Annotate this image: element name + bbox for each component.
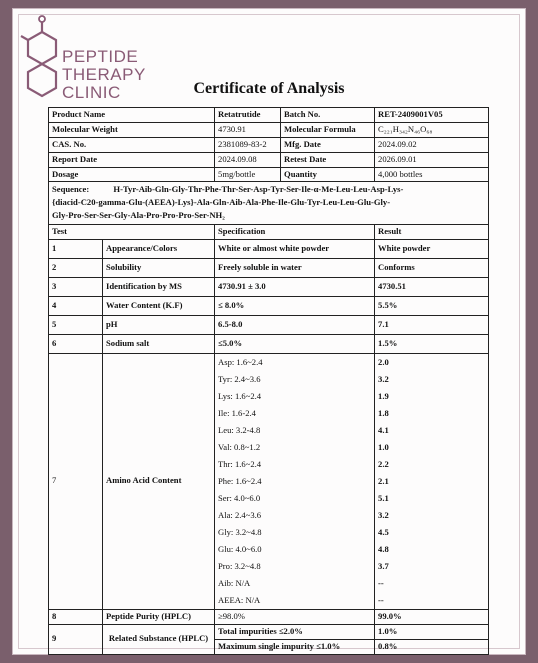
- table-row: [49, 277, 489, 296]
- test-result: 0.8%: [375, 639, 489, 654]
- table-row: [49, 334, 489, 353]
- amino-spec: Val: 0.8~1.2: [218, 441, 261, 452]
- amino-result: 1.8: [378, 407, 389, 418]
- test-no: 6: [49, 334, 103, 353]
- retest-date-label: Retest Date: [281, 152, 375, 167]
- amino-spec: Pro: 3.2~4.8: [218, 560, 261, 571]
- amino-spec: Gly: 3.2~4.8: [218, 526, 262, 537]
- product-name-value: Retatrutide: [215, 108, 281, 123]
- amino-result: --: [378, 577, 384, 588]
- test-no: 8: [49, 609, 103, 624]
- amino-result: 4.5: [378, 526, 389, 537]
- test-no: 5: [49, 315, 103, 334]
- test-result: 7.1: [375, 315, 489, 334]
- mfg-label: Mfg. Date: [281, 137, 375, 152]
- test-no: 2: [49, 258, 103, 277]
- test-name: Sodium salt: [103, 334, 215, 353]
- sequence-line-3: Gly-Pro-Ser-Ser-Gly-Ala-Pro-Pro-Pro-Ser-NH₂: [52, 210, 225, 221]
- amino-result-list: [375, 353, 489, 609]
- test-result: 99.0%: [375, 609, 489, 624]
- mw-label: Molecular Weight: [49, 122, 215, 137]
- amino-spec: Thr: 1.6~2.4: [218, 458, 262, 469]
- test-no: 7: [49, 353, 103, 609]
- test-spec: ≥98.0%: [215, 609, 375, 624]
- test-name: Amino Acid Content: [103, 353, 215, 609]
- cas-value: 2381089-83-2: [215, 137, 281, 152]
- test-result: 1.5%: [375, 334, 489, 353]
- sequence-row: [49, 182, 489, 225]
- amino-acid-row: [49, 353, 489, 609]
- test-spec: 4730.91 ± 3.0: [215, 277, 375, 296]
- test-result: 5.5%: [375, 296, 489, 315]
- amino-result: 2.1: [378, 475, 389, 486]
- header-test: Test: [49, 225, 215, 240]
- table-row: [49, 609, 489, 624]
- test-spec: Freely soluble in water: [215, 258, 375, 277]
- amino-result: 3.2: [378, 509, 389, 520]
- amino-spec: Glu: 4.0~6.0: [218, 543, 262, 554]
- amino-result: 1.0: [378, 441, 389, 452]
- mfg-value: 2024.09.02: [375, 137, 489, 152]
- table-row: [49, 624, 489, 639]
- test-name: Appearance/Colors: [103, 239, 215, 258]
- test-result: White powder: [375, 239, 489, 258]
- info-row: [49, 137, 489, 152]
- test-no: 4: [49, 296, 103, 315]
- retest-date-value: 2026.09.01: [375, 152, 489, 167]
- amino-result: 4.8: [378, 543, 389, 554]
- table-row: [49, 315, 489, 334]
- info-row: [49, 152, 489, 167]
- amino-result: --: [378, 594, 384, 605]
- dosage-value: 5mg/bottle: [215, 167, 281, 182]
- brand-line-2: THERAPY: [62, 65, 146, 84]
- amino-result: 2.0: [378, 356, 389, 367]
- amino-result: 2.2: [378, 458, 389, 469]
- test-name: Solubility: [103, 258, 215, 277]
- amino-result: 3.2: [378, 373, 389, 384]
- amino-spec: Lys: 1.6~2.4: [218, 390, 262, 401]
- test-name: pH: [103, 315, 215, 334]
- amino-spec: Phe: 1.6~2.4: [218, 475, 262, 486]
- batch-no-value: RET-2409001V05: [375, 108, 489, 123]
- test-name: Water Content (K.F): [103, 296, 215, 315]
- test-no: 9: [49, 624, 103, 654]
- document-title: Certificate of Analysis: [193, 80, 345, 97]
- amino-spec: Leu: 3.2-4.8: [218, 424, 261, 435]
- amino-spec: Ala: 2.4~3.6: [218, 509, 262, 520]
- header-specification: Specification: [215, 225, 375, 240]
- amino-result: 5.1: [378, 492, 389, 503]
- amino-spec: Ser: 4.0~6.0: [218, 492, 261, 503]
- formula-label: Molecular Formula: [281, 122, 375, 137]
- amino-spec: Ile: 1.6-2.4: [218, 407, 256, 418]
- test-no: 3: [49, 277, 103, 296]
- batch-no-label: Batch No.: [281, 108, 375, 123]
- report-date-value: 2024.09.08: [215, 152, 281, 167]
- sequence-line-1: H-Tyr-Aib-Gln-Gly-Thr-Phe-Thr-Ser-Asp-Tyr-Ser-Ile-α-Me-Leu-Leu-Asp-Lys-: [113, 184, 404, 195]
- amino-spec: Tyr: 2.4~3.6: [218, 373, 261, 384]
- test-no: 1: [49, 239, 103, 258]
- cas-label: CAS. No.: [49, 137, 215, 152]
- report-date-label: Report Date: [49, 152, 215, 167]
- test-spec: Total impurities ≤2.0%: [215, 624, 375, 639]
- amino-spec: AEEA: N/A: [218, 594, 261, 605]
- mw-value: 4730.91: [215, 122, 281, 137]
- amino-result: 4.1: [378, 424, 389, 435]
- brand-line-1: PEPTIDE: [62, 47, 139, 66]
- header-row: [49, 225, 489, 240]
- table-row: [49, 258, 489, 277]
- sequence-cell: [49, 182, 489, 225]
- product-name-label: Product Name: [49, 108, 215, 123]
- info-row: [49, 122, 489, 137]
- test-name: Identification by MS: [103, 277, 215, 296]
- test-spec: White or almost white powder: [215, 239, 375, 258]
- test-name: Related Substance (HPLC): [103, 624, 215, 654]
- table-row: [49, 239, 489, 258]
- dosage-label: Dosage: [49, 167, 215, 182]
- amino-spec: Aib: N/A: [218, 577, 251, 588]
- test-name: Peptide Purity (HPLC): [103, 609, 215, 624]
- amino-spec-list: [215, 353, 375, 609]
- header-result: Result: [375, 225, 489, 240]
- test-spec: ≤5.0%: [215, 334, 375, 353]
- test-result: 4730.51: [375, 277, 489, 296]
- formula-value: C₂₂₁H₃₄₂N₄₆O₆₈: [375, 122, 489, 137]
- test-spec: 6.5-8.0: [215, 315, 375, 334]
- test-result: 1.0%: [375, 624, 489, 639]
- quantity-label: Quantity: [281, 167, 375, 182]
- quantity-value: 4,000 bottles: [375, 167, 489, 182]
- amino-result: 3.7: [378, 560, 389, 571]
- test-result: Conforms: [375, 258, 489, 277]
- brand-line-3: CLINIC: [62, 83, 121, 102]
- amino-result: 1.9: [378, 390, 389, 401]
- test-spec: ≤ 8.0%: [215, 296, 375, 315]
- test-spec: Maximum single impurity ≤1.0%: [215, 639, 375, 654]
- sequence-label: Sequence:: [52, 184, 90, 195]
- amino-spec: Asp: 1.6~2.4: [218, 356, 263, 367]
- info-row: [49, 167, 489, 182]
- coa-table: [48, 107, 489, 655]
- info-row: [49, 108, 489, 123]
- table-row: [49, 296, 489, 315]
- sequence-line-2: {diacid-C20-gamma-Glu-(AEEA)-Lys}-Ala-Gln-Aib-Ala-Phe-Ile-Glu-Tyr-Leu-Leu-Glu-Gly-: [52, 197, 391, 208]
